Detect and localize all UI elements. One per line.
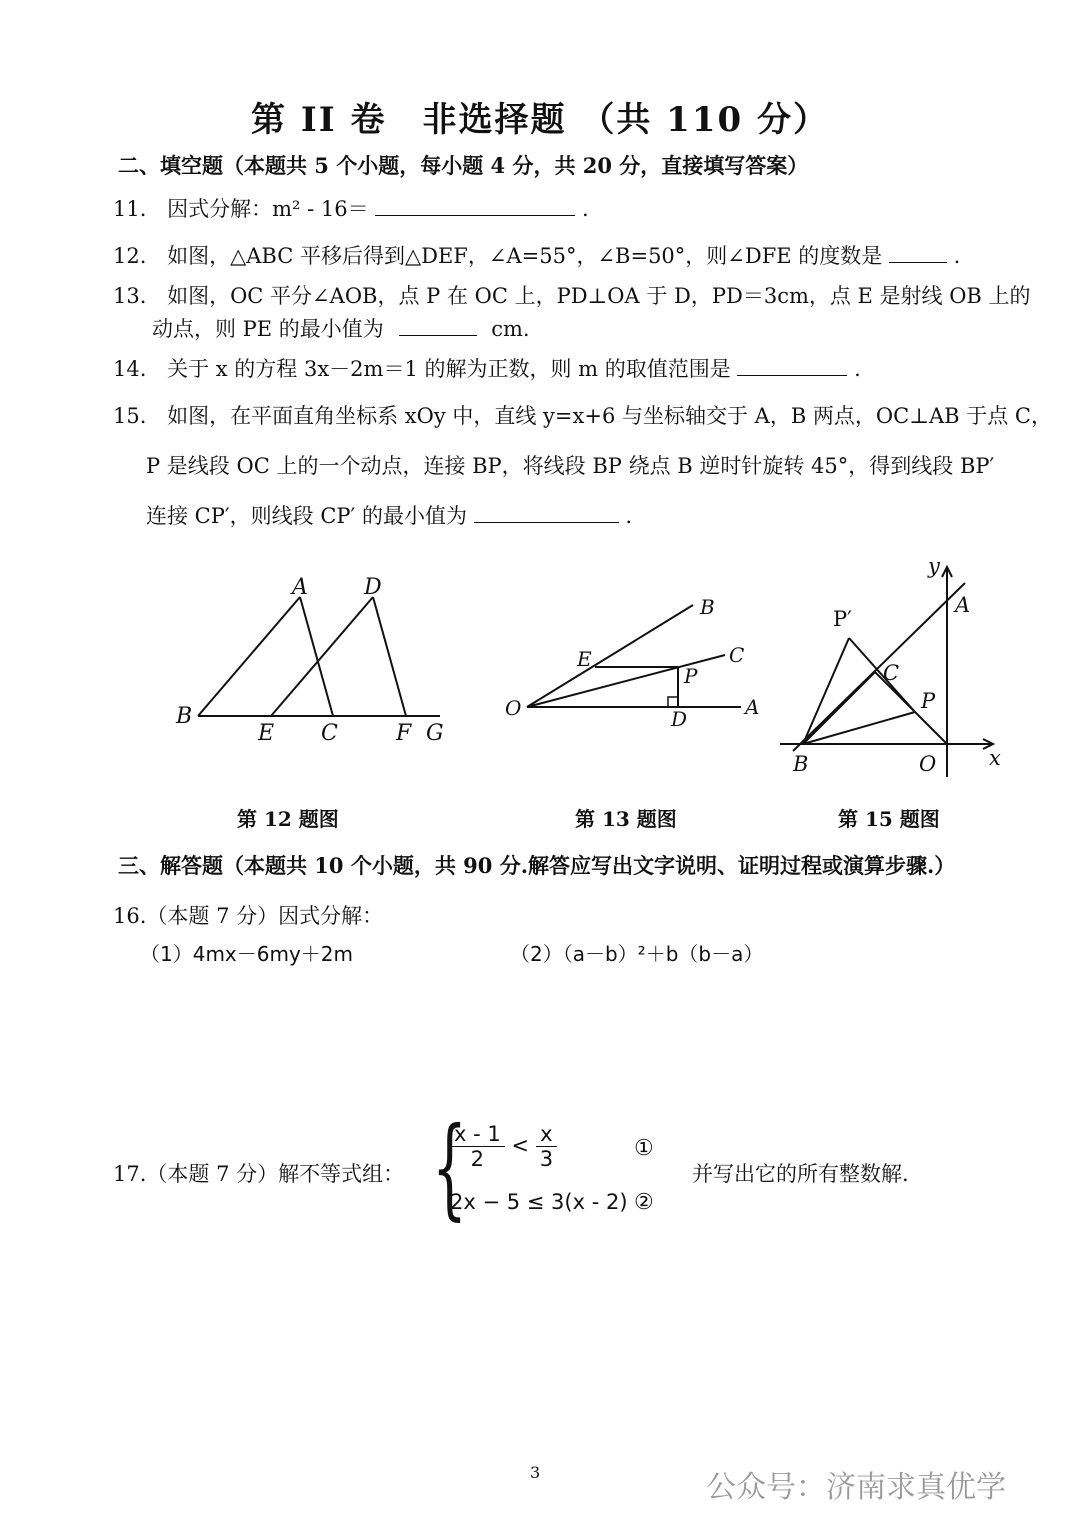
fig13-label-d: D	[671, 707, 688, 730]
watermark-text: 公众号：济南求真优学	[706, 1470, 1006, 1505]
fig15-label-b: B	[793, 752, 809, 776]
page-number: 3	[530, 1463, 541, 1482]
q17-marker-1: ①	[634, 1136, 654, 1161]
q12-answer-blank	[889, 244, 947, 263]
question-12	[113, 240, 960, 270]
q12-text: 如图，△ABC 平移后得到△DEF，∠A=55°，∠B=50°，则∠DFE 的度数是	[167, 244, 883, 268]
question-13-line2	[152, 313, 530, 343]
figure-15	[775, 555, 1005, 785]
fig15-line-ab	[793, 583, 965, 751]
fig12-label-c: C	[321, 721, 338, 746]
fig15-label-c: C	[883, 661, 900, 685]
fig13-label-p: P	[684, 664, 698, 688]
q15-text-line1: 如图，在平面直角坐标系 xOy 中，直线 y=x+6 与坐标轴交于 A，B 两点，OC⊥AB 于点 C，	[167, 404, 1052, 428]
q17-inequality-1	[450, 1122, 557, 1171]
fig15-segment-pprime-p	[849, 638, 915, 712]
q17-fraction-1	[450, 1122, 505, 1171]
q15-tail: .	[625, 504, 633, 528]
fig13-label-b: B	[700, 595, 715, 619]
q17-prefix: 17.（本题 7 分）解不等式组：	[113, 1162, 405, 1186]
fig12-label-f: F	[396, 721, 412, 746]
fig15-label-y: y	[928, 555, 940, 578]
q11-tail: .	[581, 197, 589, 221]
fig13-label-e: E	[577, 647, 592, 671]
fig12-label-b: B	[176, 704, 193, 729]
q15-number: 15.	[113, 404, 147, 428]
fig15-label-x: x	[989, 746, 1001, 770]
q16-part2: （2）（a－b）²＋b（b－a）	[510, 942, 764, 966]
fig13-ray-ob	[527, 605, 693, 707]
q14-tail: .	[854, 357, 861, 381]
q17-numerator-2: x	[536, 1122, 557, 1147]
figure-15-caption: 第 15 题图	[838, 807, 940, 831]
fig15-label-p: P	[921, 689, 936, 713]
figure-13	[495, 590, 770, 730]
q15-answer-blank	[474, 504, 619, 523]
q17-denominator-2: 3	[539, 1147, 554, 1171]
q16-title: 16.（本题 7 分）因式分解：	[113, 904, 384, 928]
q13-text-line1: 如图，OC 平分∠AOB，点 P 在 OC 上，PD⊥OA 于 D，PD＝3cm，点 E 是射线 OB 上的	[167, 284, 1031, 308]
q11-answer-blank	[375, 197, 575, 216]
fig13-label-a: A	[745, 695, 760, 719]
fig15-label-a: A	[955, 593, 971, 617]
q13-text-line2: 动点，则 PE 的最小值为	[152, 317, 384, 341]
fig15-label-pprime: P′	[833, 607, 852, 631]
fig12-segment-df	[373, 597, 406, 716]
fig13-right-angle-mark	[668, 697, 678, 707]
exam-part-title: 第 II 卷 非选择题 （共 110 分）	[251, 100, 829, 140]
fig12-label-a: A	[292, 575, 308, 600]
q14-answer-blank	[737, 357, 847, 376]
q12-tail: .	[953, 244, 961, 268]
q13-answer-blank	[399, 317, 477, 336]
question-11	[113, 193, 589, 223]
fig12-segment-ba	[198, 597, 300, 716]
q11-text: 因式分解：m² - 16＝	[167, 197, 369, 221]
question-15-line3	[146, 500, 632, 530]
q15-text-line2: P 是线段 OC 上的一个动点，连接 BP，将线段 BP 绕点 B 逆时针旋转 45°，得到线段 BP′	[146, 454, 995, 478]
q11-number: 11.	[113, 197, 147, 221]
fig12-label-d: D	[364, 575, 382, 600]
q17-numerator-1: x - 1	[450, 1122, 505, 1147]
q14-number: 14.	[113, 357, 147, 381]
figure-12	[170, 570, 460, 750]
section3-heading: 三、解答题（本题共 10 个小题，共 90 分.解答应写出文字说明、证明过程或演算步骤.）	[118, 853, 956, 878]
fig15-segment-bpprime	[803, 638, 849, 744]
q15-text-line3: 连接 CP′，则线段 CP′ 的最小值为	[146, 504, 467, 528]
question-15-line1	[113, 400, 1052, 430]
q12-number: 12.	[113, 244, 147, 268]
q17-denominator-1: 2	[470, 1147, 485, 1171]
q14-text: 关于 x 的方程 3x－2m＝1 的解为正数，则 m 的取值范围是	[167, 357, 731, 381]
fig15-label-o: O	[919, 752, 937, 776]
q13-number: 13.	[113, 284, 147, 308]
section2-heading: 二、填空题（本题共 5 个小题，每小题 4 分，共 20 分，直接填写答案）	[118, 153, 809, 178]
q17-brace: {	[432, 1103, 467, 1231]
fig12-segment-ac	[300, 597, 333, 716]
fig13-label-c: C	[729, 643, 745, 667]
q17-less-than: <	[511, 1133, 530, 1158]
fig13-label-o: O	[505, 696, 522, 720]
q17-marker-2: ②	[634, 1190, 654, 1215]
q17-suffix: 并写出它的所有整数解.	[692, 1162, 909, 1186]
q13-unit: cm.	[491, 317, 530, 341]
figure-13-caption: 第 13 题图	[575, 807, 677, 831]
question-14	[113, 353, 861, 383]
fig12-label-e: E	[258, 721, 275, 746]
q17-fraction-2	[536, 1122, 557, 1171]
figure-12-caption: 第 12 题图	[237, 807, 339, 831]
question-13-line1	[113, 280, 1031, 310]
q17-inequality-2: 2x − 5 ≤ 3(x - 2)	[450, 1190, 628, 1214]
fig12-segment-ed	[271, 597, 373, 716]
q16-part1: （1）4mx－6my＋2m	[140, 942, 354, 966]
fig12-label-g: G	[426, 721, 444, 746]
